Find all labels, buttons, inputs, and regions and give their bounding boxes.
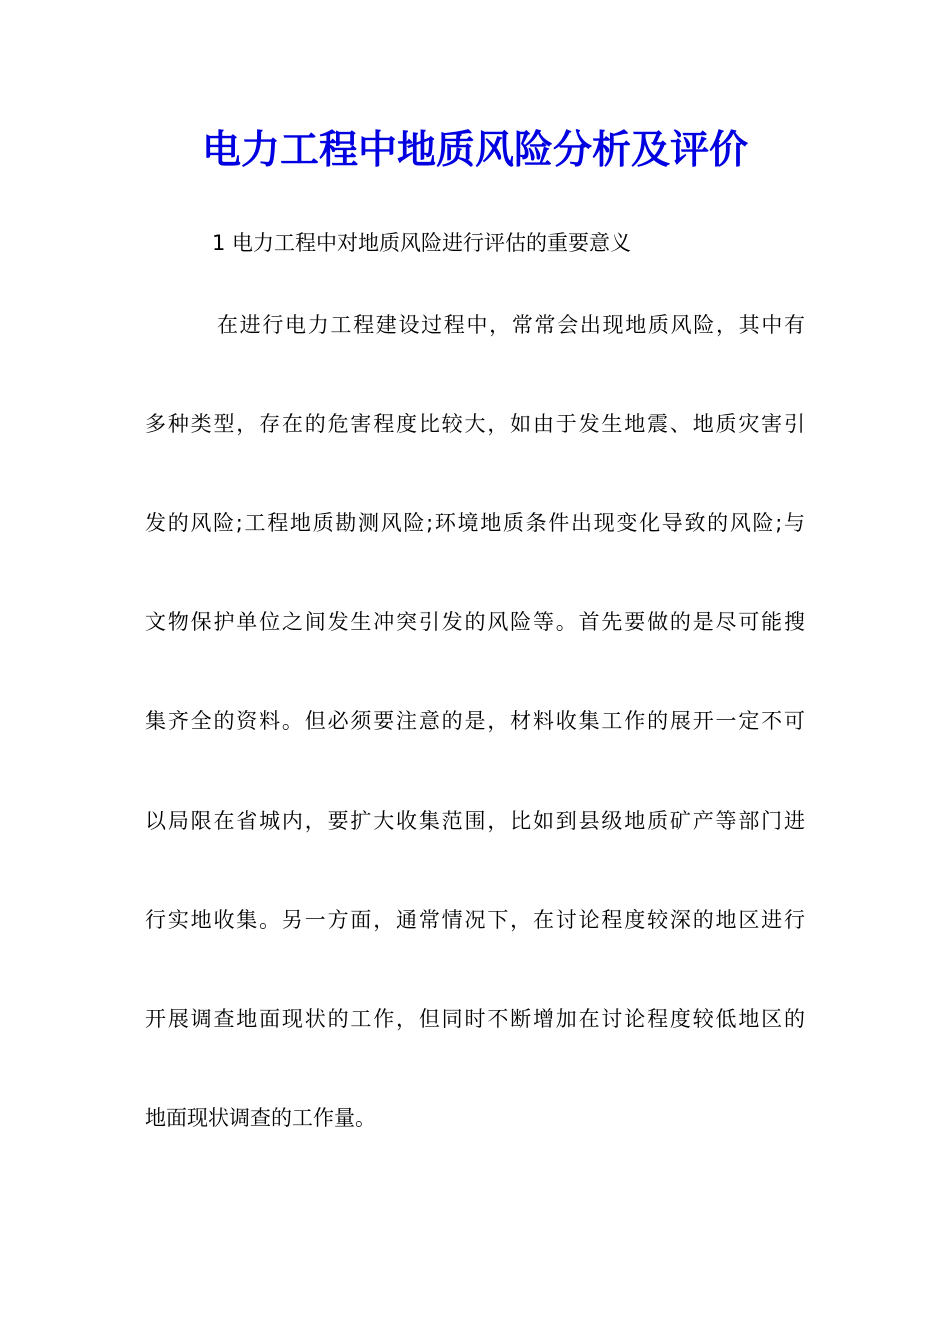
paragraph-line-3: 发的风险;工程地质勘测风险;环境地质条件出现变化导致的风险;与	[145, 511, 805, 535]
paragraph-line-8: 开展调查地面现状的工作，但同时不断增加在讨论程度较低地区的	[145, 1007, 805, 1031]
paragraph-line-9: 地面现状调查的工作量。	[145, 1106, 376, 1130]
document-title: 电力工程中地质风险分析及评价	[201, 128, 748, 173]
paragraph-line-1: 在进行电力工程建设过程中，常常会出现地质风险，其中有	[217, 313, 805, 337]
paragraph-line-7: 行实地收集。另一方面，通常情况下，在讨论程度较深的地区进行	[145, 908, 805, 932]
paragraph-line-5: 集齐全的资料。但必须要注意的是，材料收集工作的展开一定不可	[145, 709, 805, 733]
section-heading: 1 电力工程中对地质风险进行评估的重要意义	[212, 231, 632, 255]
paragraph-line-2: 多种类型，存在的危害程度比较大，如由于发生地震、地质灾害引	[145, 412, 805, 436]
paragraph-line-6: 以局限在省城内，要扩大收集范围，比如到县级地质矿产等部门进	[145, 809, 805, 833]
paragraph-line-4: 文物保护单位之间发生冲突引发的风险等。首先要做的是尽可能搜	[145, 610, 805, 634]
